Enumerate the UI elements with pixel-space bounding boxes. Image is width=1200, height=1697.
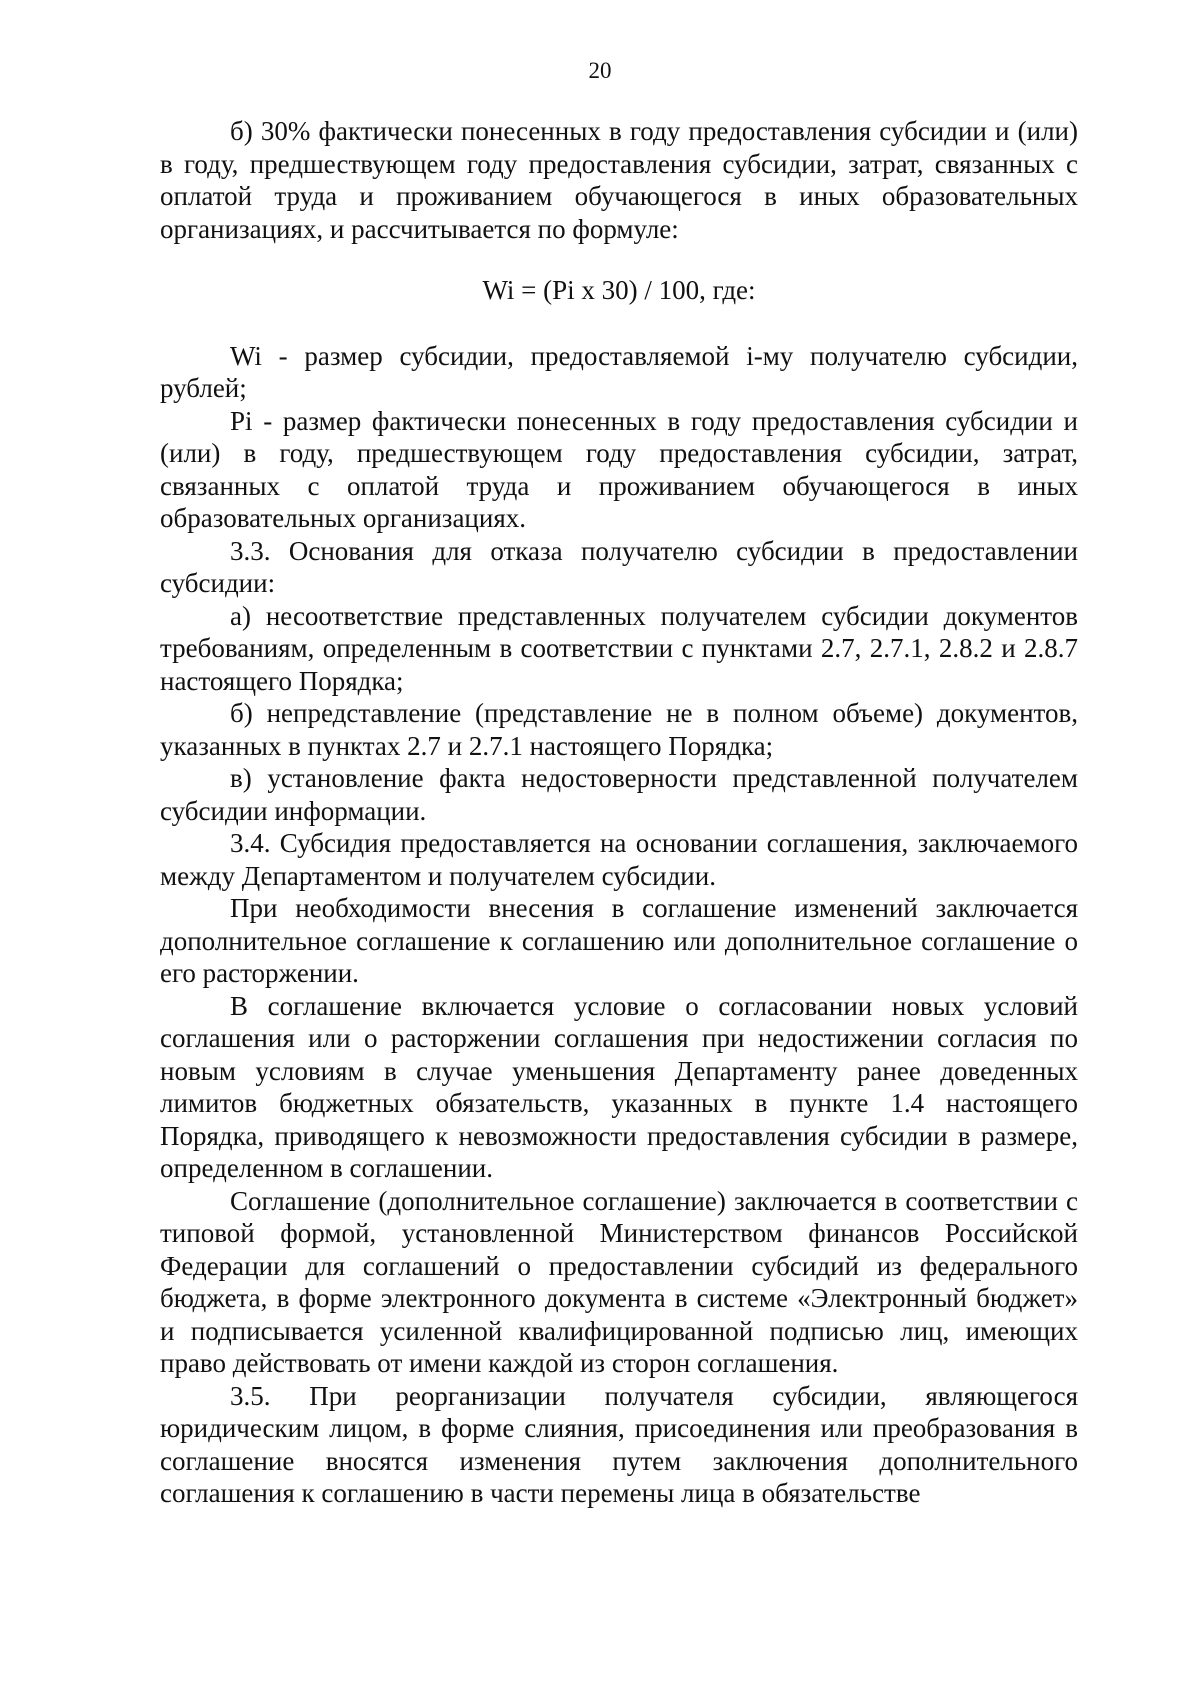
paragraph-3-3-heading: 3.3. Основания для отказа получателю субсидии в предоставлении субсидии: [160,535,1078,598]
paragraph-3-4-form: Соглашение (дополнительное соглашение) заключается в соответствии с типовой формой, установленной Министерством финансов Российской Федерации для соглашений о предоставлении субсидий из федерального бюджета, в форме электронного документа в системе «Электронный бюджет» и подписывается усиленной квалифицированной подписью лиц, имеющих право действовать от имени каждой из сторон соглашения. [160,1185,1078,1378]
paragraph-3-5: 3.5. При реорганизации получателя субсидии, являющегося юридическим лицом, в форме слияния, присоединения или преобразования в соглашение вносятся изменения путем заключения дополнительного соглашения к соглашению в части перемены лица в обязательстве [160,1380,1078,1508]
formula: Wi = (Pi x 30) / 100, где: [482,275,756,305]
page-number: 20 [588,58,612,83]
paragraph-3-4-amendments: При необходимости внесения в соглашение изменений заключается дополнительное соглашение к соглашению или дополнительное соглашение о его расторжении. [160,893,1078,988]
paragraph-3-4: 3.4. Субсидия предоставляется на основании соглашения, заключаемого между Департаментом и получателем субсидии. [160,828,1078,891]
paragraph-pi-definition: Pi - размер фактически понесенных в году предоставления субсидии и (или) в году, предшествующем году предоставления субсидии, затрат, связанных с оплатой труда и проживанием обучающегося в иных образовательных организациях. [160,405,1078,533]
paragraph-wi-definition: Wi - размер субсидии, предоставляемой i-му получателю субсидии, рублей; [160,340,1078,403]
paragraph-3-3-v: в) установление факта недостоверности представленной получателем субсидии информации. [160,763,1078,826]
paragraph-3-3-a: а) несоответствие представленных получателем субсидии документов требованиям, определенным в соответствии с пунктами 2.7, 2.7.1, 2.8.2 и 2.8.7 настоящего Порядка; [160,600,1078,696]
paragraph-b-30-percent: б) 30% фактически понесенных в году предоставления субсидии и (или) в году, предшествующем году предоставления субсидии, затрат, связанных с оплатой труда и проживанием обучающегося в иных образовательных организациях, и рассчитывается по формуле: [160,116,1078,244]
document-body [160,115,1078,1510]
paragraph-3-3-b: б) непредставление (представление не в полном объеме) документов, указанных в пунктах 2.7 и 2.7.1 настоящего Порядка; [160,698,1078,761]
paragraph-3-4-conditions: В соглашение включается условие о согласовании новых условий соглашения или о расторжении соглашения при недостижении согласия по новым условиям в случае уменьшения Департаменту ранее доведенных лимитов бюджетных обязательств, указанных в пункте 1.4 настоящего Порядка, приводящего к невозможности предоставления субсидии в размере, определенном в соглашении. [160,990,1078,1183]
